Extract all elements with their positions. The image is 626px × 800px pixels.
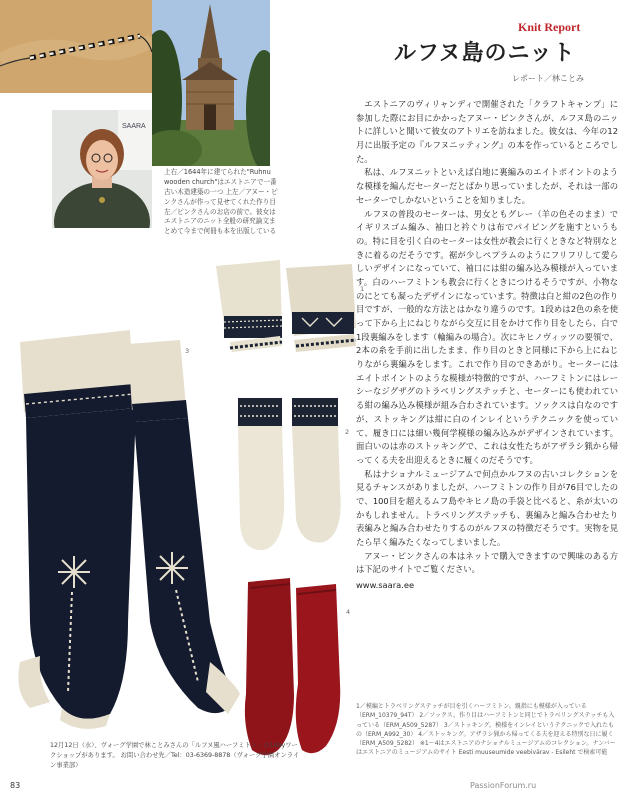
red-stockings-image xyxy=(244,574,344,762)
white-socks-image xyxy=(232,394,348,556)
section-label: Knit Report xyxy=(518,20,581,34)
article-body xyxy=(356,98,618,593)
body-paragraph: ルフヌの普段のセーターは、男女ともグレー（羊の色そのまま）でイギリスゴム編み、袖口と衿ぐりは布でパイピングを施すというもの。特に目を引く白のセーターは女性が教会に行くときなど特別なときに着るのだそうです。裾が少しペプラムのようにフリフリして愛らしいデザインになっていて、袖口には紺の編み込み模様が入っています。白のハーフミトンも教会に行くときにつけるそうですが、小物なのにとても凝ったデザインになっています。特徴は白と紺の2色の作り目ですが、一般的な方法とはかなり違うのです。1段めは2色の糸を使って下から上にねじりながら交互に目をかけて作り目をしたら、白で1段裏編みをします（輪編みの場合）。次にキヒノヴィッツの要領で、2本の糸を手前に出したまま、作り目のときと同様に下から上にねじりながら裏編みをします。これで作り目のできあがり。セーターにはエイトポイントのような模様が特徴的ですが、ハーフミトンにはレーシーなジグザグのトラベリングステッチと、セーターにも使われている紺の編み込み模様が組み合わされています。ソックスは白なのですが、ストッキングは紺に白のインレイというテクニックを使っていて、履き口には細い幾何学模様の編み込みがデザインされています。面白いのは赤のストッキングで、これは女性たちがアザラシ猟から帰ってくる夫を出迎えるときに履くのだそうです。 xyxy=(356,208,618,465)
item-number: 1 xyxy=(360,285,365,293)
body-paragraph: 私はナショナルミュージアムで何点かルフヌの古いコレクションを見るチャンスがありましたが、ハーフミトンの作り目が76目でしたので、100目を超えるムフ島やキヒノ島の手袋と比べると、糸が太いのかもしれません。トラベリングステッチも、裏編みと編み合わせたり表編みと編み合わせたりするのがルフヌの特徴だそうです。実物を見たら早く編みたくなってしまいました。 xyxy=(356,468,618,547)
navy-stockings-image xyxy=(10,322,246,730)
shop-sign-text: SAARA xyxy=(122,123,146,130)
item-captions: 1／模編とトラベリングステッチが目を引くハーフミトン。親指にも模様が入っている（ERM_10379_94T） 2／ソックス。作り目はハーフミトンと同じでトラベリングステッチも入っている（ERM_A509_5287） 3／ストッキング。模様をインレイというテクニックで入れたもの（ERM_A992_30） 4／ストッキング。アザラシ猟から帰ってくる夫を迎える特別な日に履く（ERM_A509_5282） ※1〜4はエストニアのナショナルミュージアムのコレクション。ナンバーはエストニアのミュージアムのサイト Eesti muuseumide veebivärav - Esileht で検索可能 xyxy=(356,703,616,757)
body-paragraph: 私は、ルフヌニットといえば白地に裏編みのエイトポイントのような模様を編んだセーターだとばかり思っていましたが、それは一部のセーターでしかないということを知りました。 xyxy=(356,167,618,205)
body-paragraph: アヌー・ピンクさんの本はネットで購入できますので興味のある方は下記のサイトでご覧ください。 xyxy=(356,550,618,575)
page-number: 83 xyxy=(10,781,21,790)
stocking-red-right xyxy=(296,584,340,753)
watermark: PassionForum.ru xyxy=(470,781,537,790)
stocking-red-left xyxy=(245,578,294,755)
stocking-right xyxy=(128,340,240,714)
workshop-caption: 12月12日（水）、ヴォーグ学園で林ことみさんの「ルフヌ風ハーフミトン」の1dayワークショップがあります。 お問い合わせ先／Tel：03-6369-8878（ヴォーグ学園オンライン事業部） xyxy=(50,742,300,769)
item-number: 3 xyxy=(185,347,190,355)
portrait-illustration xyxy=(52,110,152,228)
church-illustration xyxy=(152,0,270,166)
item-number: 4 xyxy=(346,608,351,616)
wooden-church-photo xyxy=(152,0,270,166)
article-title: ルフヌ島のニット xyxy=(394,40,576,66)
cast-on-photo xyxy=(0,0,152,93)
sock-right xyxy=(292,398,341,543)
website-link[interactable]: www.saara.ee xyxy=(356,580,415,591)
cast-on-illustration xyxy=(0,0,152,93)
byline: レポート／林ことみ xyxy=(512,74,584,83)
mitten-right xyxy=(286,264,356,352)
author-portrait-photo xyxy=(52,110,152,228)
photo-caption: 上右／1644年に建てられた"Ruhnu wooden church"はエストニアで一番古い木造建築の一つ 上左／アヌー・ピンクさんが作って見せてくれた作り目 左／ピンクさんのお店の前で。彼女はエストニアのニット全般の研究論文まとめて今まで何冊も本を出版している xyxy=(164,168,278,236)
item-number: 2 xyxy=(345,428,350,436)
stocking-left xyxy=(18,330,136,729)
body-paragraph: エストニアのヴィリャンディで開催された「クラフトキャンプ」に参加した際にお目にかかったアヌー・ピンクさんが、ルフヌ島のニットに詳しいと聞いて彼女のアトリエを訪ねました。彼女は、今年の12月に出版予定の『ルフヌニッティング』の本を作っているところでした。 xyxy=(356,99,618,164)
